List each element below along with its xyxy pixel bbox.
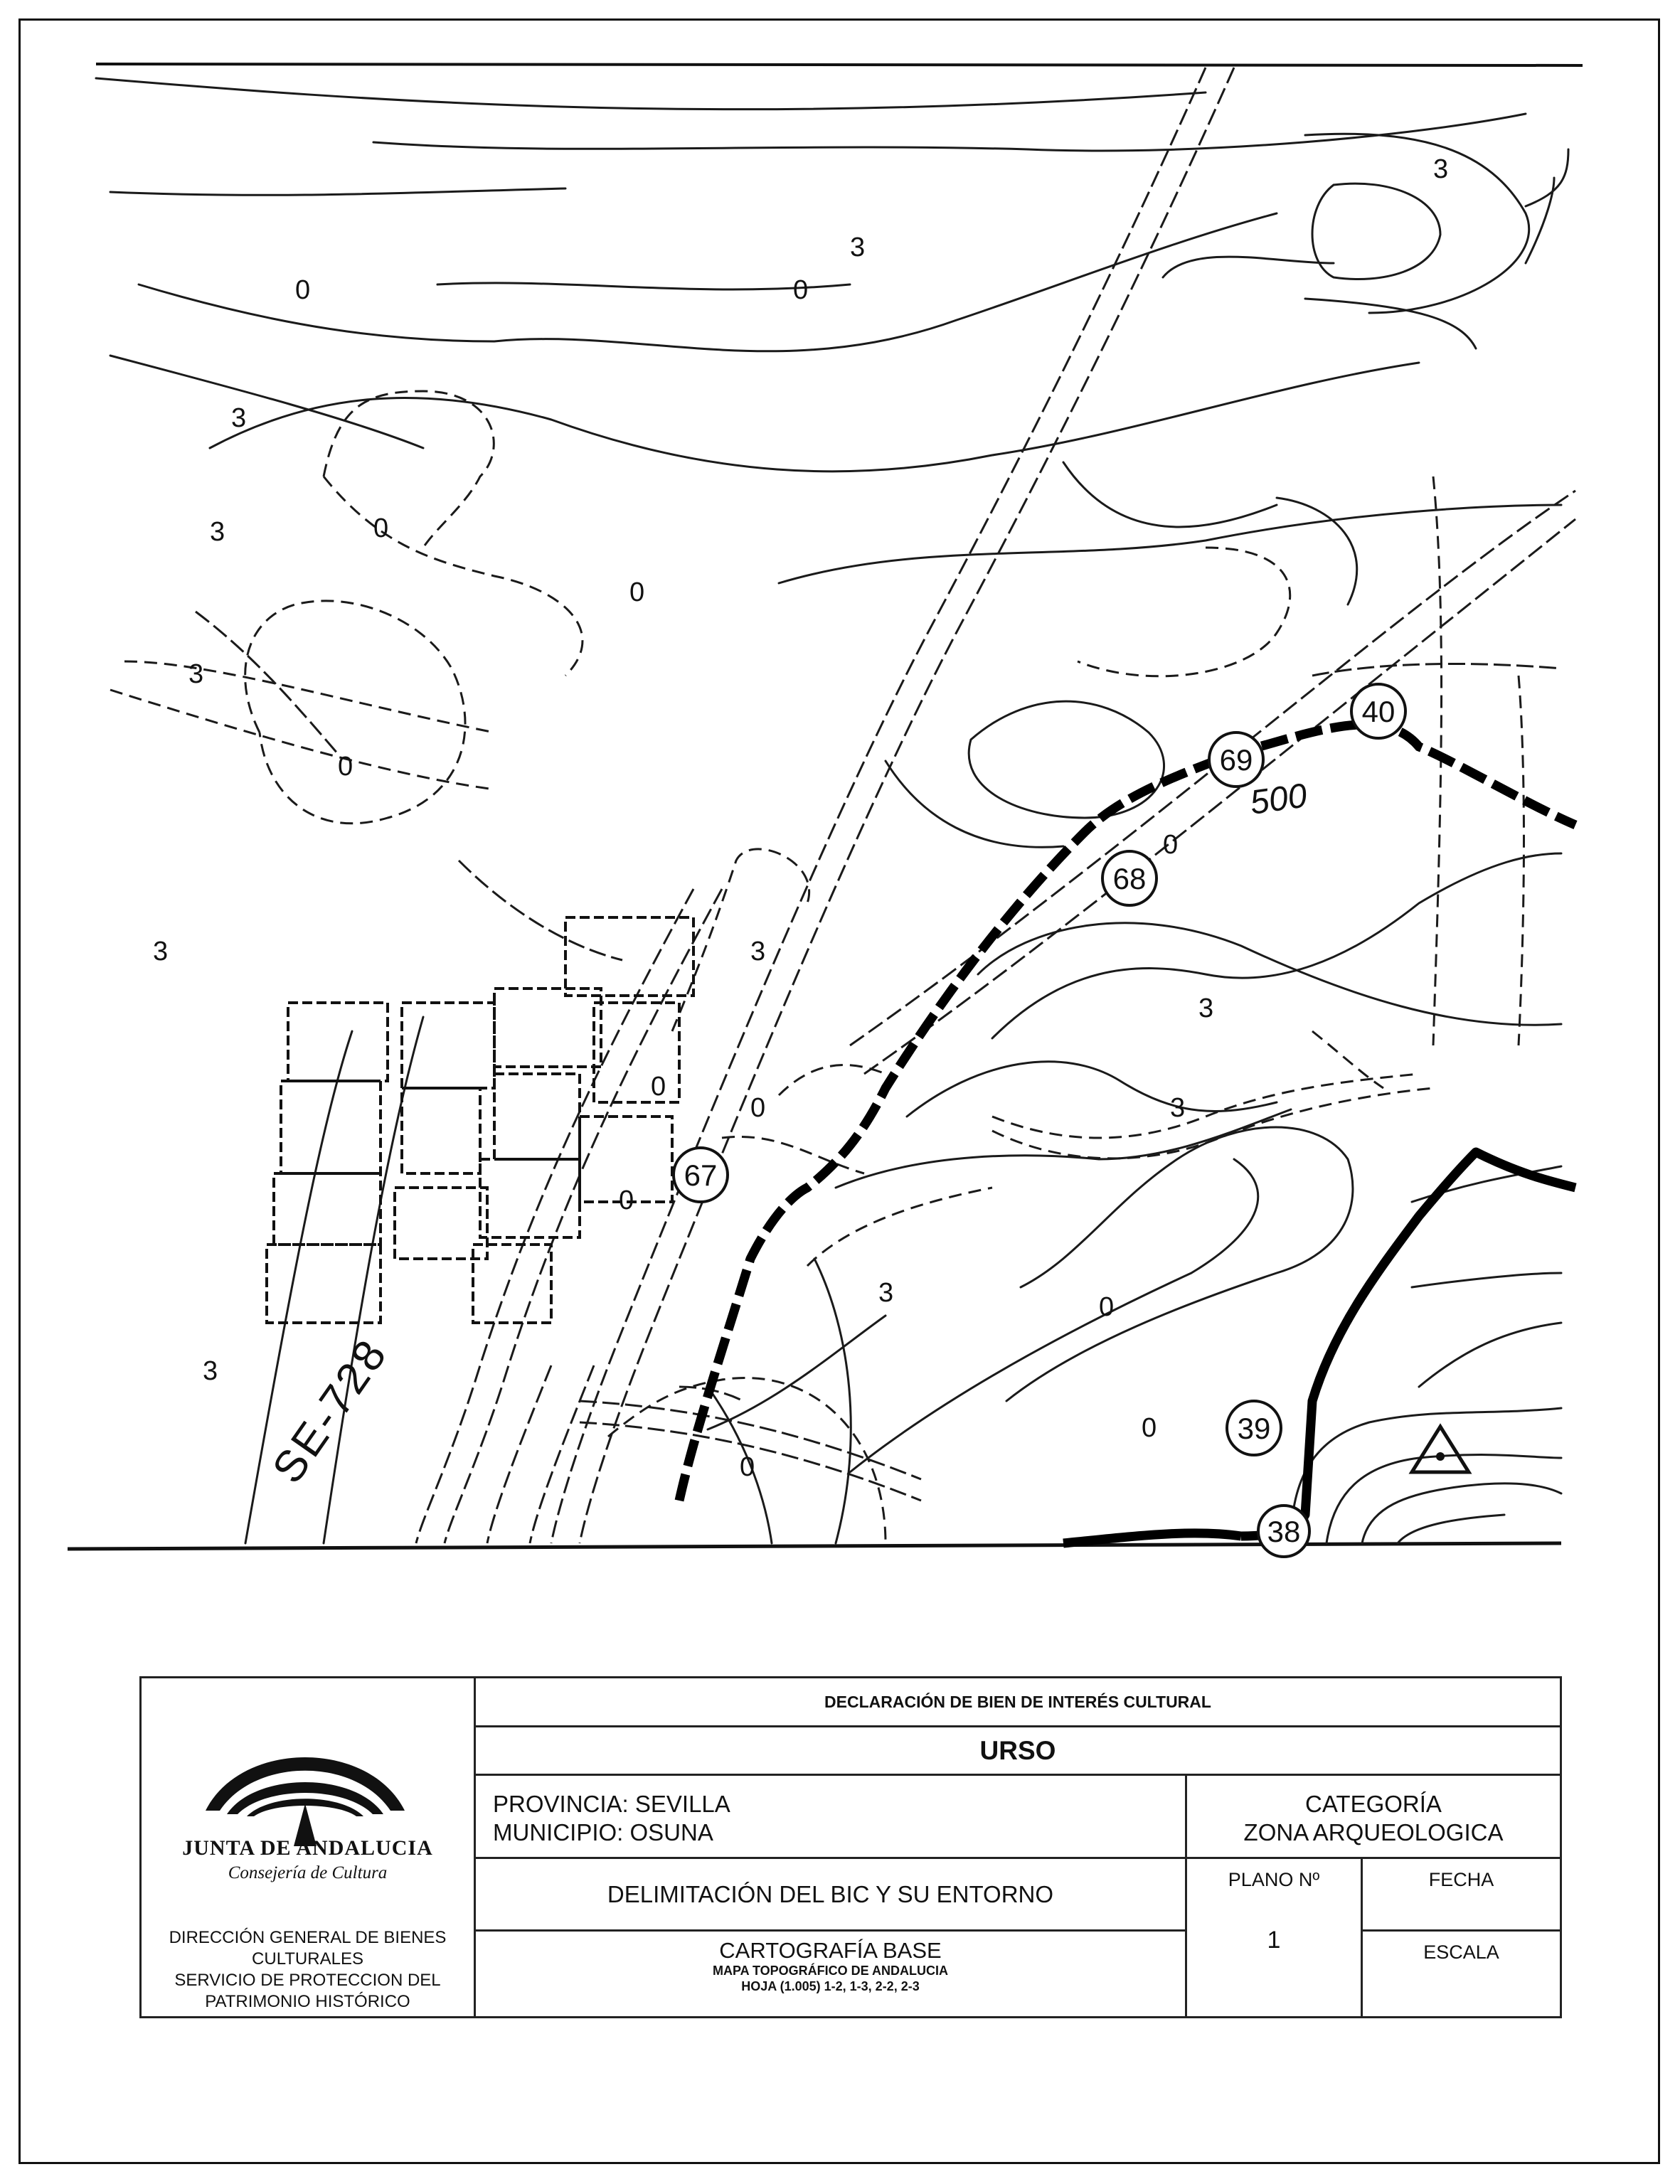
plano-label: PLANO Nº [1228,1869,1320,1890]
municipio: MUNICIPIO: OSUNA [493,1819,713,1845]
elevation-label: 500 [1248,777,1309,822]
cartografia-hoja: HOJA (1.005) 1-2, 1-3, 2-2, 2-3 [741,1979,920,1993]
title-block [139,1676,1562,2018]
cartography-cell [476,1932,1187,2016]
boundary-marker [1102,851,1157,905]
categoria-value: ZONA ARQUEOLOGICA [1243,1819,1504,1845]
bic-boundary [679,725,1575,1543]
contour-label: 3 [231,403,247,433]
boundary-marker [674,1148,728,1202]
contour-label: 0 [1099,1292,1115,1322]
boundary-marker [1227,1401,1281,1455]
contour-label: 3 [203,1356,218,1386]
contour-label: 3 [1170,1093,1186,1123]
organization-name: JUNTA DE ANDALUCIA [182,1836,433,1860]
categoria-label: CATEGORÍA [1305,1791,1442,1817]
category-cell [1187,1776,1560,1859]
contour-label: 0 [619,1186,634,1215]
road-label: SE-728 [262,1329,398,1493]
marker-label: 67 [684,1158,718,1192]
junta-andalucia-logo-icon [191,1725,419,1853]
contour-label: 0 [338,752,353,782]
delimitation-cell [476,1859,1187,1932]
plan-number-cell [1187,1859,1363,2016]
contour-label: 3 [1198,994,1214,1023]
delimitacion-text: DELIMITACIÓN DEL BIC Y SU ENTORNO [607,1880,1054,1907]
fecha-label: FECHA [1428,1869,1494,1890]
map-bottom-edge [68,1543,1561,1549]
direccion-line: PATRIMONIO HISTÓRICO [205,1992,410,2011]
organization-department: Consejería de Cultura [228,1863,388,1882]
cartografia-title: CARTOGRAFÍA BASE [719,1938,942,1963]
boundary-marker [1258,1506,1309,1557]
direccion-line: DIRECCIÓN GENERAL DE BIENES [169,1928,447,1947]
contour-label: 3 [210,517,225,547]
marker-label: 38 [1267,1515,1301,1548]
contour-label: 0 [750,1093,766,1123]
road-network [196,68,1575,1543]
site-name: URSO [476,1727,1560,1776]
topographic-map [68,50,1597,1561]
provincia: PROVINCIA: SEVILLA [493,1791,730,1817]
map-top-edge [96,64,1583,65]
direccion-line: CULTURALES [252,1949,363,1969]
direccion-general [142,1927,474,2013]
urban-blocks [267,917,693,1323]
contour-label: 0 [1142,1413,1157,1443]
scale-cell [1363,1932,1560,2016]
escala-label: ESCALA [1423,1941,1499,1963]
contour-label: 0 [295,275,311,305]
plan-details-panel [476,1678,1560,2016]
marker-label: 68 [1112,862,1147,895]
triangulation-point-icon [1412,1427,1469,1472]
marker-label: 69 [1219,743,1253,777]
date-cell [1363,1859,1560,1932]
contour-label: 3 [850,233,866,262]
marker-label: 39 [1237,1412,1271,1445]
declaration-title: DECLARACIÓN DE BIEN DE INTERÉS CULTURAL [476,1678,1560,1727]
contour-label: 3 [878,1278,894,1308]
contour-label: 3 [188,659,204,689]
boundary-marker [1351,684,1405,738]
plano-value: 1 [1267,1927,1281,1954]
contour-label: 3 [1433,154,1449,184]
institution-panel [142,1678,476,2016]
marker-label: 40 [1361,695,1395,728]
direccion-line: SERVICIO DE PROTECCION DEL [174,1971,441,1990]
contour-label: 3 [153,937,169,966]
contour-label: 0 [629,577,645,607]
contour-label: 0 [373,513,389,543]
contour-label: 0 [740,1452,755,1482]
contour-label: 0 [1163,830,1179,860]
dashed-outlines [110,391,1524,1543]
contour-label: 0 [651,1072,666,1102]
contour-label: 0 [793,275,809,305]
contour-label: 3 [750,937,766,966]
boundary-marker [1209,733,1263,787]
location-cell [476,1776,1187,1859]
cartografia-source: MAPA TOPOGRÁFICO DE ANDALUCIA [713,1964,948,1978]
